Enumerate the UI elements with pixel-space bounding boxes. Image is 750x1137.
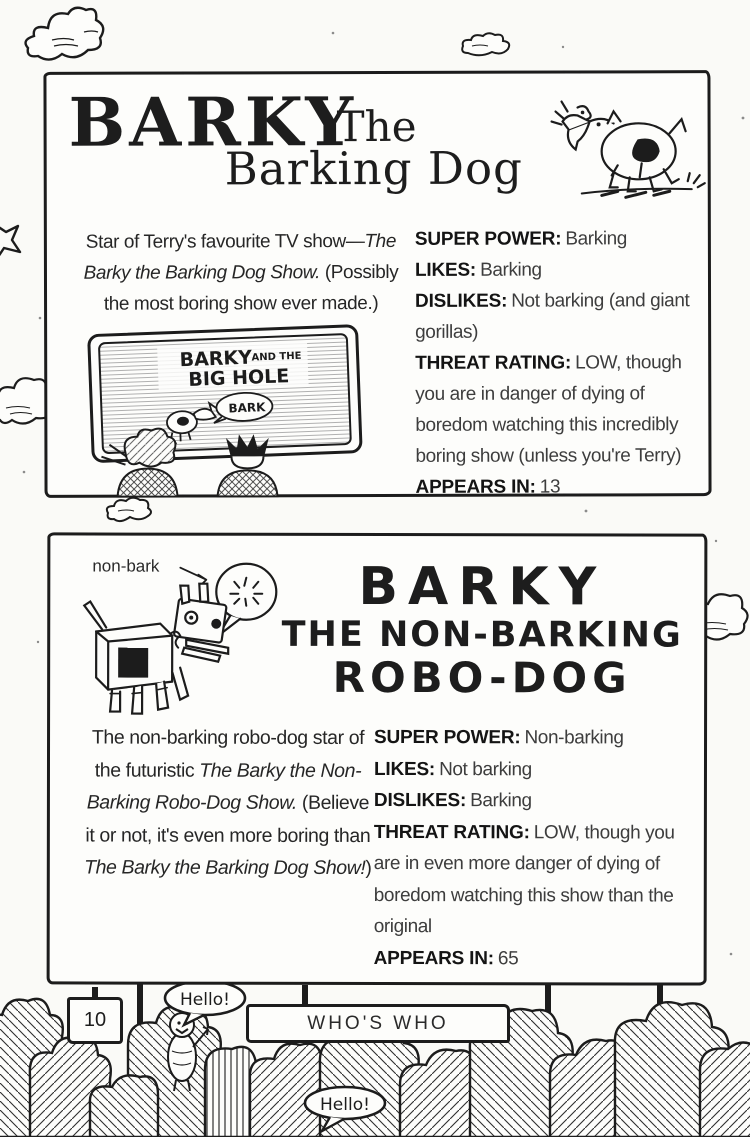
card1-title-the: The <box>336 101 417 152</box>
running-head: WHO'S WHO <box>246 1004 510 1043</box>
stat-label: THREAT RATING: <box>373 821 530 843</box>
stat-value: LOW, though you are in danger of dying of boredom watching this incredibly boring show (unless you're Terry) <box>415 352 682 467</box>
tv-bark-text: BARK <box>228 400 266 416</box>
page-number: 10 <box>67 997 123 1044</box>
stat-value: Barking <box>470 790 532 812</box>
card1-description: Star of Terry's favourite TV show—The Barky the Barking Dog Show. (Possibly the most boring show ever made.) <box>83 230 399 315</box>
tv-scene-illustration <box>81 324 401 498</box>
card1-title-sub: Barking Dog <box>224 141 523 196</box>
stat-label: APPEARS IN: <box>373 947 494 969</box>
hello-bubble-1-text: Hello! <box>180 990 230 1010</box>
stat-label: DISLIKES: <box>373 789 467 812</box>
stat-label: DISLIKES: <box>415 290 508 312</box>
card2-stats <box>374 722 692 975</box>
tv-title-line2: BIG HOLE <box>187 365 290 391</box>
tv-title-small: AND THE <box>251 350 302 364</box>
tv-title-word: BARKY <box>179 346 253 372</box>
card2-description: The non-barking robo-dog star of the futuristic The Barky the Non-Barking Robo-Dog Show. (Believe it or not, it's even more boring than The Barky the Barking Dog Show!) <box>84 726 372 879</box>
stat-value: Not barking (and giant gorillas) <box>415 290 690 343</box>
card2-title-block <box>272 556 692 703</box>
stat-label: THREAT RATING: <box>415 352 572 374</box>
stat-label: SUPER POWER: <box>374 726 521 749</box>
card2-title-line1: BARKY <box>358 556 607 618</box>
stat-value: Barking <box>565 228 627 250</box>
stat-value: Non-barking <box>524 727 624 749</box>
card2-title-line2: THE NON-BARKING <box>281 614 683 656</box>
stat-value: Not barking <box>439 758 532 780</box>
character-card-barky <box>43 70 711 498</box>
barking-dog-illustration <box>541 91 706 203</box>
stat-label: LIKES: <box>373 758 436 780</box>
card1-stats <box>415 223 712 503</box>
hello-bubble-2-text: Hello! <box>320 1095 370 1115</box>
stat-label: LIKES: <box>414 259 477 281</box>
non-bark-label: non-bark <box>92 556 160 576</box>
stat-value: LOW, though you are in even more danger of dying of boredom watching this show than the original <box>373 821 675 938</box>
stat-label: SUPER POWER: <box>414 228 562 250</box>
stat-value: Barking <box>480 259 542 281</box>
stat-value: 13 <box>539 476 561 498</box>
stat-value: 65 <box>497 947 519 969</box>
stat-label: APPEARS IN: <box>415 476 536 498</box>
card1-title: BARKY <box>68 82 358 162</box>
card2-title-line3: ROBO-DOG <box>332 652 632 703</box>
character-card-robo-barky <box>47 532 708 985</box>
